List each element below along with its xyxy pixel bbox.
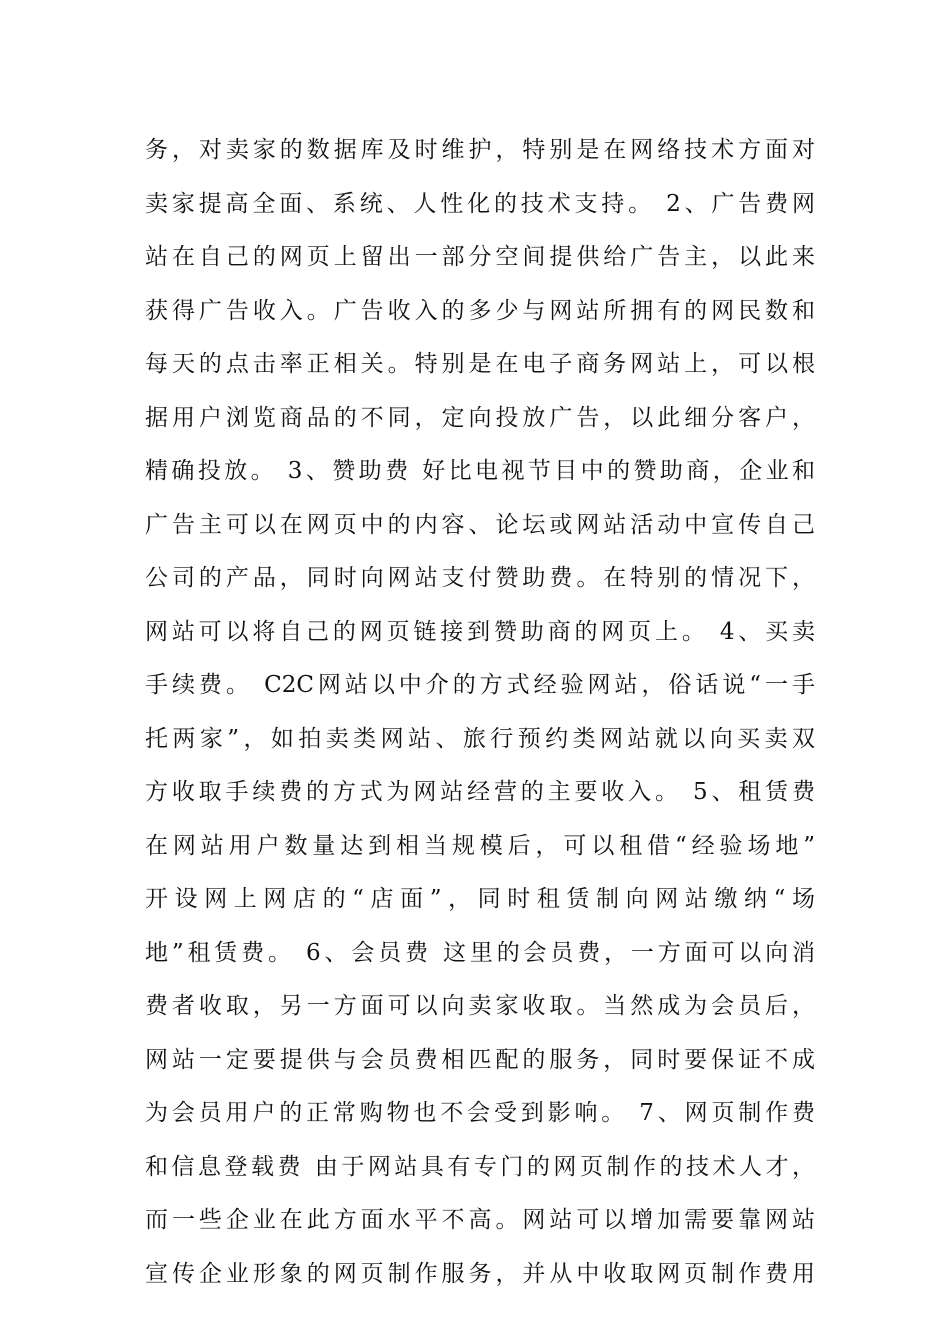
text-line: 网站可以将自己的网页链接到赞助商的网页上。 4、买卖 bbox=[145, 618, 815, 645]
text-line: 在网站用户数量达到相当规模后，可以租借“经验场地” bbox=[145, 832, 815, 859]
text-line: 开设网上网店的“店面”，同时租赁制向网站缴纳“场 bbox=[145, 886, 815, 912]
text-line: 而一些企业在此方面水平不高。网站可以增加需要靠网站 bbox=[145, 1207, 815, 1233]
text-line: 据用户浏览商品的不同，定向投放广告，以此细分客户， bbox=[145, 404, 815, 431]
text-line: 方收取手续费的方式为网站经营的主要收入。 5、租赁费 bbox=[145, 779, 815, 805]
text-line: 为会员用户的正常购物也不会受到影响。 7、网页制作费 bbox=[145, 1100, 815, 1126]
text-line: 务，对卖家的数据库及时维护，特别是在网络技术方面对 bbox=[145, 137, 815, 163]
text-line: 手续费。 C2C网站以中介的方式经验网站，俗话说“一手 bbox=[145, 672, 815, 698]
text-line: 卖家提高全面、系统、人性化的技术支持。 2、广告费网 bbox=[145, 190, 815, 217]
text-line: 和信息登载费 由于网站具有专门的网页制作的技术人才， bbox=[145, 1153, 815, 1180]
text-line: 费者收取，另一方面可以向卖家收取。当然成为会员后， bbox=[145, 993, 815, 1019]
text-line: 站在自己的网页上留出一部分空间提供给广告主，以此来 bbox=[145, 244, 815, 270]
text-line: 公司的产品，同时向网站支付赞助费。在特别的情况下， bbox=[145, 565, 815, 591]
text-line: 获得广告收入。广告收入的多少与网站所拥有的网民数和 bbox=[145, 297, 815, 324]
text-line: 宣传企业形象的网页制作服务，并从中收取网页制作费用 bbox=[145, 1260, 815, 1287]
text-line: 托两家”，如拍卖类网站、旅行预约类网站就以向买卖双 bbox=[145, 725, 815, 752]
text-line: 每天的点击率正相关。特别是在电子商务网站上，可以根 bbox=[145, 351, 815, 377]
text-line: 网站一定要提供与会员费相匹配的服务，同时要保证不成 bbox=[145, 1046, 815, 1073]
text-line: 广告主可以在网页中的内容、论坛或网站活动中宣传自己 bbox=[145, 511, 815, 538]
text-line: 地”租赁费。 6、会员费 这里的会员费，一方面可以向消 bbox=[145, 939, 815, 966]
body-text bbox=[145, 127, 815, 1304]
text-line: 精确投放。 3、赞助费 好比电视节目中的赞助商，企业和 bbox=[145, 458, 815, 484]
